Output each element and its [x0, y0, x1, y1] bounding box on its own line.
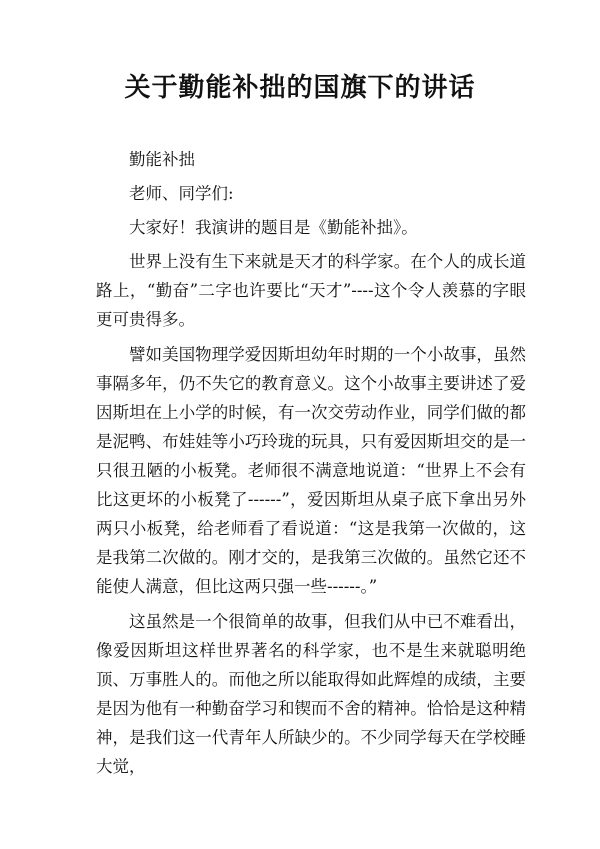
paragraph-3: 这虽然是一个很简单的故事，但我们从中已不难看出，像爱因斯坦这样世界著名的科学家，也不是生来就聪明绝顶、万事胜人的。而他之所以能取得如此辉煌的成绩，主要是因为他有一种勤奋学习和锲而不舍的精神。恰恰是这种精神，是我们这一代青年人所缺少的。不少同学每天在学校睡大觉， — [96, 612, 526, 776]
document-body — [96, 145, 526, 787]
paragraph-2: 譬如美国物理学爱因斯坦幼年时期的一个小故事，虽然事隔多年，仍不失它的教育意义。这个小故事主要讲述了爱因斯坦在上小学的时候，有一次交劳动作业，同学们做的都是泥鸭、布娃娃等小巧玲珑的玩具，只有爱因斯坦交的是一只很丑陋的小板凳。老师很不满意地说道：“世界上不会有比这更坏的小板凳了------”，爱因斯坦从桌子底下拿出另外两只小板凳，给老师看了看说道：“这是我第一次做的，这是我第二次做的。刚才交的，是我第三次做的。虽然它还不能使人满意，但比这两只强一些------。” — [96, 345, 526, 596]
paragraph-greeting: 大家好！我演讲的题目是《勤能补拙》。 — [129, 218, 418, 237]
document-title: 关于勤能补拙的国旗下的讲话 — [124, 73, 476, 103]
paragraph-salutation: 老师、同学们: — [129, 184, 234, 203]
paragraph-1: 世界上没有生下来就是天才的科学家。在个人的成长道路上，“勤奋”二字也许要比“天才”----这个令人羡慕的字眼更可贵得多。 — [96, 252, 526, 329]
paragraph-heading: 勤能补拙 — [129, 150, 195, 169]
